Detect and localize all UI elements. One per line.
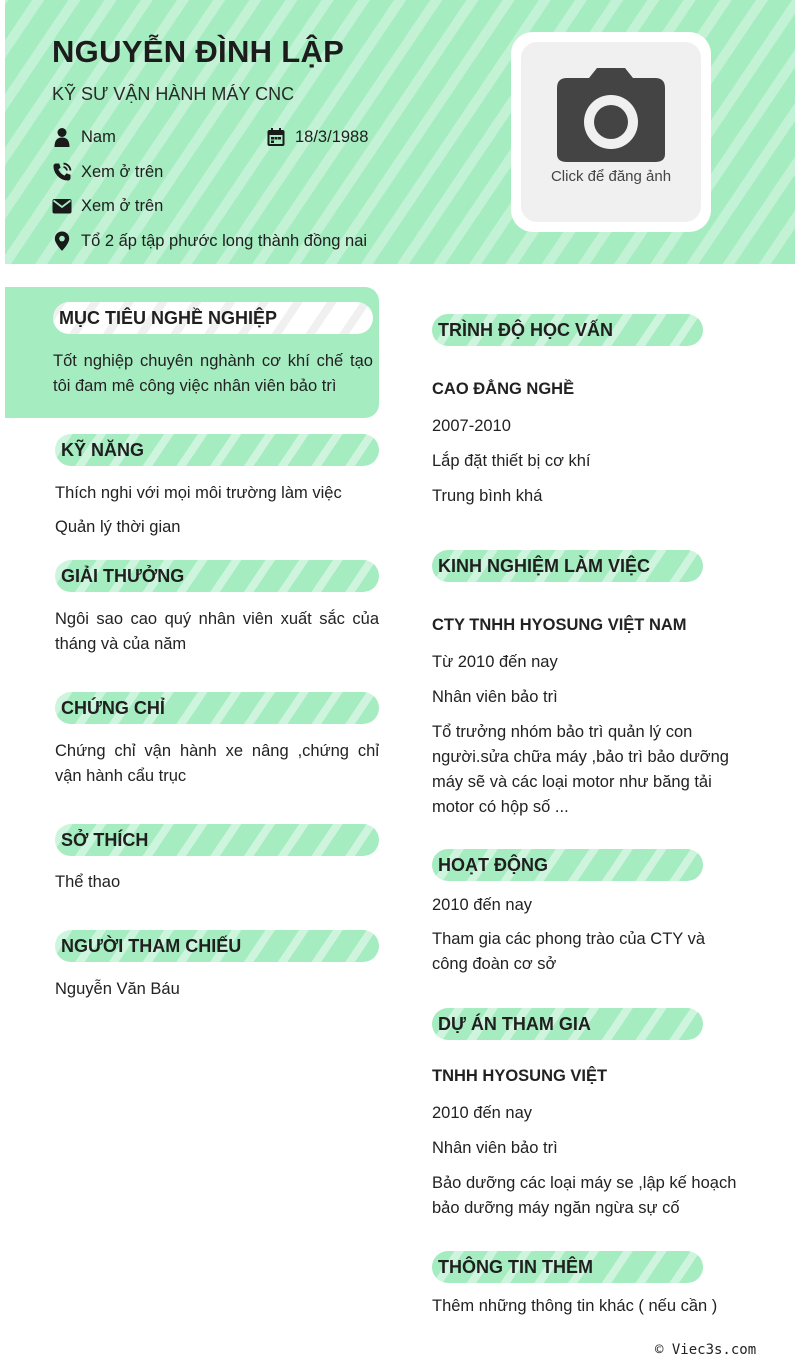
address-value: Tổ 2 ấp tập phước long thành đồng nai bbox=[81, 232, 368, 250]
skill-item[interactable]: Thích nghi với mọi môi trường làm việc bbox=[55, 484, 342, 502]
project-name[interactable]: TNHH HYOSUNG VIỆT bbox=[432, 1067, 608, 1085]
objective-heading: MỤC TIÊU NGHỀ NGHIỆP bbox=[53, 302, 373, 334]
photo-upload-label: Click để đăng ảnh bbox=[550, 168, 672, 185]
gender-value: Nam bbox=[81, 128, 116, 146]
photo-upload-area[interactable] bbox=[521, 42, 701, 222]
photo-upload-frame[interactable] bbox=[511, 32, 711, 232]
activities-heading: HOẠT ĐỘNG bbox=[432, 849, 703, 881]
map-pin-icon bbox=[52, 231, 72, 251]
hobbies-heading: SỞ THÍCH bbox=[55, 824, 379, 856]
objective-text[interactable]: Tốt nghiệp chuyên nghành cơ khí chế tạo tôi đam mê công việc nhân viên bảo trì bbox=[53, 352, 373, 395]
envelope-icon bbox=[52, 196, 72, 216]
phone-icon bbox=[52, 162, 72, 182]
references-text[interactable]: Nguyễn Văn Báu bbox=[55, 980, 180, 998]
projects-heading: DỰ ÁN THAM GIA bbox=[432, 1008, 703, 1040]
project-description[interactable]: Bảo dưỡng các loại máy se ,lập kế hoạch bảo dưỡng máy ngăn ngừa sự cố bbox=[432, 1174, 737, 1217]
extra-info-heading: THÔNG TIN THÊM bbox=[432, 1251, 703, 1283]
email-value: Xem ở trên bbox=[81, 197, 164, 215]
cv-header bbox=[5, 0, 795, 264]
candidate-name[interactable]: NGUYỄN ĐÌNH LẬP bbox=[52, 34, 345, 69]
references-heading: NGƯỜI THAM CHIẾU bbox=[55, 930, 379, 962]
copyright-footer: © Viec3s.com bbox=[655, 1342, 757, 1358]
awards-text[interactable]: Ngôi sao cao quý nhân viên xuất sắc của tháng và của năm bbox=[55, 610, 379, 653]
education-period[interactable]: 2007-2010 bbox=[432, 417, 511, 435]
certificates-text[interactable]: Chứng chỉ vận hành xe nâng ,chứng chỉ vận hành cẩu trục bbox=[55, 742, 379, 785]
project-period[interactable]: 2010 đến nay bbox=[432, 1104, 533, 1122]
education-heading: TRÌNH ĐỘ HỌC VẤN bbox=[432, 314, 703, 346]
candidate-job-title[interactable]: KỸ SƯ VẬN HÀNH MÁY CNC bbox=[52, 84, 295, 104]
activities-description[interactable]: Tham gia các phong trào của CTY và công đoàn cơ sở bbox=[432, 930, 706, 973]
hobbies-text[interactable]: Thể thao bbox=[55, 873, 121, 891]
experience-position[interactable]: Nhân viên bảo trì bbox=[432, 688, 558, 706]
calendar-icon bbox=[266, 127, 286, 147]
experience-period[interactable]: Từ 2010 đến nay bbox=[432, 653, 558, 671]
awards-heading: GIẢI THƯỞNG bbox=[55, 560, 379, 592]
education-major[interactable]: Lắp đặt thiết bị cơ khí bbox=[432, 452, 591, 470]
extra-info-text[interactable]: Thêm những thông tin khác ( nếu cần ) bbox=[432, 1297, 718, 1315]
education-grade[interactable]: Trung bình khá bbox=[432, 487, 543, 505]
experience-description[interactable]: Tổ trưởng nhóm bảo trì quản lý con người.sửa chữa máy ,bảo trì bảo dưỡng máy sẽ và các loại motor như băng tải motor có hộp số ... bbox=[432, 723, 729, 816]
activities-period[interactable]: 2010 đến nay bbox=[432, 896, 533, 914]
education-school[interactable]: CAO ĐẲNG NGHỀ bbox=[432, 380, 575, 398]
experience-company[interactable]: CTY TNHH HYOSUNG VIỆT NAM bbox=[432, 616, 687, 634]
skills-heading: KỸ NĂNG bbox=[55, 434, 379, 466]
user-icon bbox=[52, 127, 72, 147]
skill-item[interactable]: Quản lý thời gian bbox=[55, 518, 181, 536]
birthday-value: 18/3/1988 bbox=[295, 128, 369, 146]
project-role[interactable]: Nhân viên bảo trì bbox=[432, 1139, 558, 1157]
experience-heading: KINH NGHIỆM LÀM VIỆC bbox=[432, 550, 703, 582]
phone-value: Xem ở trên bbox=[81, 163, 164, 181]
camera-icon bbox=[557, 68, 665, 164]
certificates-heading: CHỨNG CHỈ bbox=[55, 692, 379, 724]
